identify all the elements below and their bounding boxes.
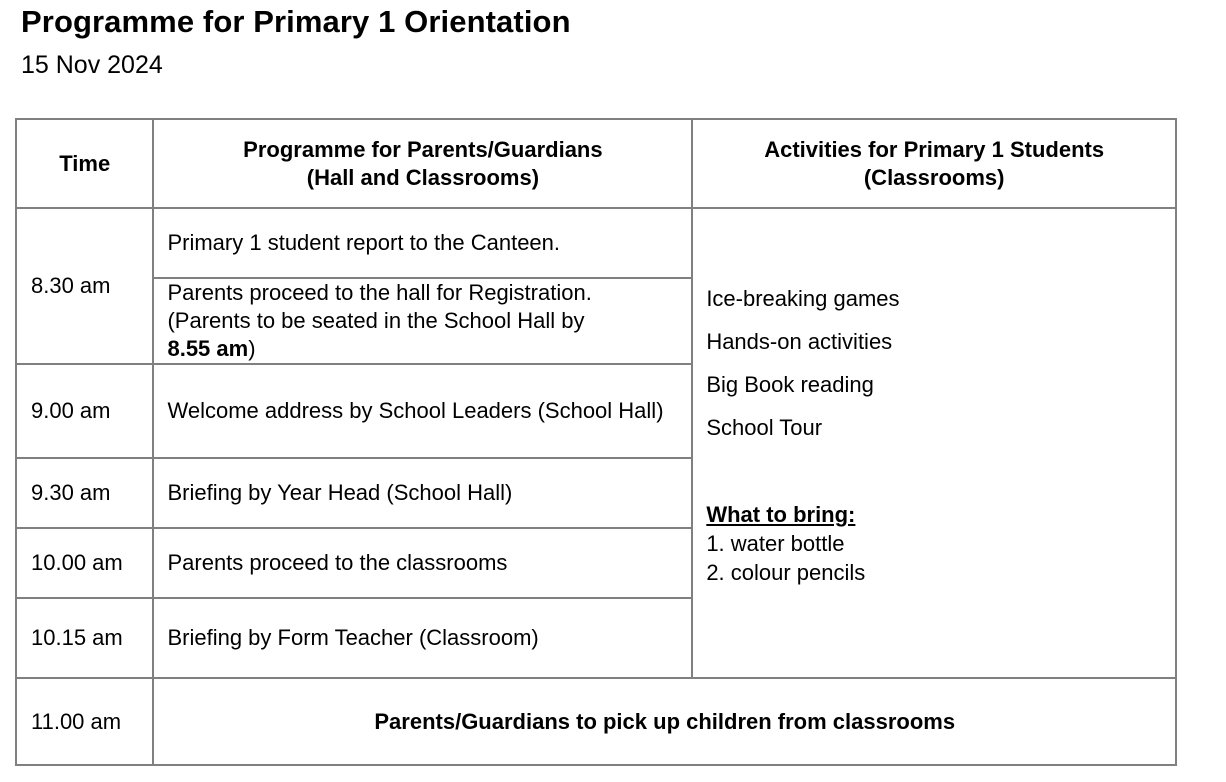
pickup-cell (153, 678, 1176, 765)
time-cell (16, 364, 153, 458)
time-value: 9.30 am (31, 480, 111, 505)
seating-deadline: 8.55 am (167, 336, 249, 361)
programme-cell (153, 528, 692, 598)
activities-cell (692, 208, 1176, 678)
programme-text: Parents proceed to the classrooms (167, 550, 508, 575)
header-programme-line1: Programme for Parents/Guardians (243, 136, 603, 162)
programme-text-part: (Parents to be seated in the School Hall by (167, 308, 585, 333)
time-cell (16, 458, 153, 528)
programme-text: Briefing by Year Head (School Hall) (167, 480, 513, 505)
activity-item: School Tour (706, 415, 823, 440)
pickup-text: Parents/Guardians to pick up children from classrooms (374, 708, 956, 734)
programme-text: Primary 1 student report to the Canteen. (167, 230, 561, 255)
event-date: 15 Nov 2024 (21, 51, 163, 79)
programme-cell (153, 458, 692, 528)
programme-text-part: ) (248, 336, 256, 361)
programme-table (15, 118, 1177, 766)
bring-item: 1. water bottle (706, 531, 845, 556)
bring-item: 2. colour pencils (706, 560, 866, 585)
programme-cell (153, 364, 692, 458)
header-time (16, 119, 153, 208)
header-activities (692, 119, 1176, 208)
what-to-bring-heading: What to bring: (706, 502, 856, 527)
final-row (16, 678, 1176, 765)
programme-text: Welcome address by School Leaders (School Hall) (167, 398, 664, 423)
programme-text-line: Parents proceed to the hall for Registration. (167, 280, 592, 305)
programme-cell (153, 278, 692, 364)
header-programme (153, 119, 692, 208)
header-programme-line2: (Hall and Classrooms) (306, 164, 540, 190)
activity-item: Hands-on activities (706, 329, 893, 354)
programme-text: Briefing by Form Teacher (Classroom) (167, 625, 539, 650)
time-value: 11.00 am (31, 708, 122, 734)
header-activities-line2: (Classrooms) (863, 164, 1005, 190)
table-header-row (16, 119, 1176, 208)
time-cell (16, 528, 153, 598)
time-value: 8.30 am (31, 273, 111, 298)
activities-list (706, 285, 1175, 457)
programme-cell (153, 598, 692, 678)
time-value: 10.00 am (31, 550, 123, 575)
programme-text-line (167, 335, 685, 363)
page-title: Programme for Primary 1 Orientation (21, 4, 571, 39)
programme-cell (153, 208, 692, 278)
programme-text-line (167, 307, 685, 335)
time-value: 10.15 am (31, 625, 123, 650)
header-activities-line1: Activities for Primary 1 Students (764, 136, 1105, 162)
time-value: 9.00 am (31, 398, 111, 423)
activity-item: Big Book reading (706, 372, 874, 397)
time-cell (16, 678, 153, 765)
header-time-label: Time (59, 150, 111, 176)
time-cell (16, 208, 153, 364)
table-row (16, 208, 1176, 278)
activity-item: Ice-breaking games (706, 286, 900, 311)
time-cell (16, 598, 153, 678)
